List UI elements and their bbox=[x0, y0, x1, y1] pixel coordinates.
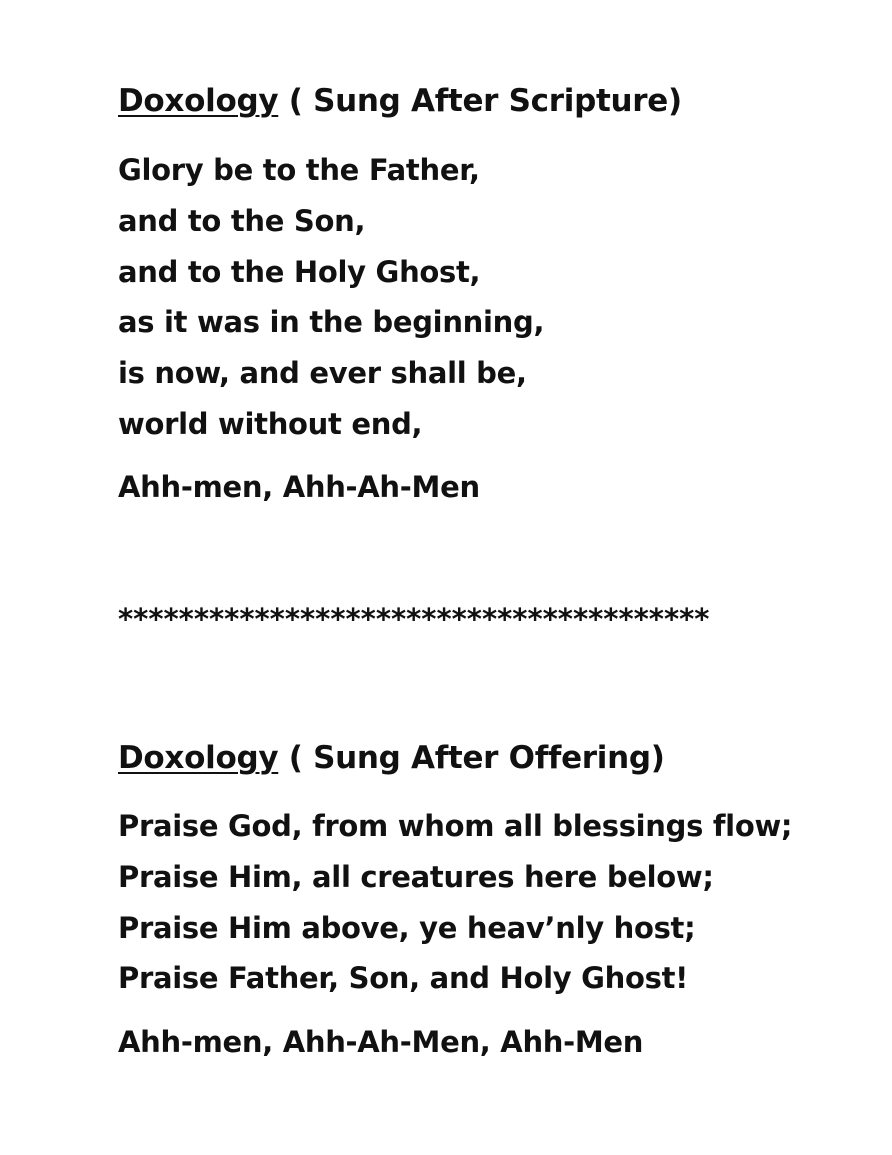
verse-line: and to the Holy Ghost, bbox=[118, 254, 481, 289]
verse-line: Praise Him, all creatures here below; bbox=[118, 859, 714, 894]
verse-line: Praise Him above, ye heav’nly host; bbox=[118, 910, 696, 945]
amen-scripture: Ahh-men, Ahh-Ah-Men bbox=[118, 470, 480, 504]
asterisk-divider: *************************************** bbox=[118, 602, 710, 636]
verse-line: is now, and ever shall be, bbox=[118, 356, 527, 391]
verse-line: Praise Father, Son, and Holy Ghost! bbox=[118, 961, 689, 996]
verse-scripture bbox=[118, 145, 544, 450]
verse-offering bbox=[118, 801, 792, 1004]
section-heading-scripture bbox=[118, 83, 682, 119]
verse-line: Praise God, from whom all blessings flow; bbox=[118, 809, 793, 843]
page-content bbox=[118, 0, 892, 1155]
heading-subtitle: ( Sung After Scripture) bbox=[278, 83, 682, 119]
heading-title: Doxology bbox=[118, 740, 279, 776]
section-heading-offering bbox=[118, 740, 665, 776]
verse-line: as it was in the beginning, bbox=[118, 305, 545, 340]
amen-offering: Ahh-men, Ahh-Ah-Men, Ahh-Men bbox=[118, 1025, 644, 1059]
verse-line: Glory be to the Father, bbox=[118, 153, 480, 187]
verse-line: world without end, bbox=[118, 406, 423, 441]
heading-title: Doxology bbox=[118, 83, 279, 119]
verse-line: and to the Son, bbox=[118, 203, 366, 238]
heading-subtitle: ( Sung After Offering) bbox=[278, 740, 665, 776]
